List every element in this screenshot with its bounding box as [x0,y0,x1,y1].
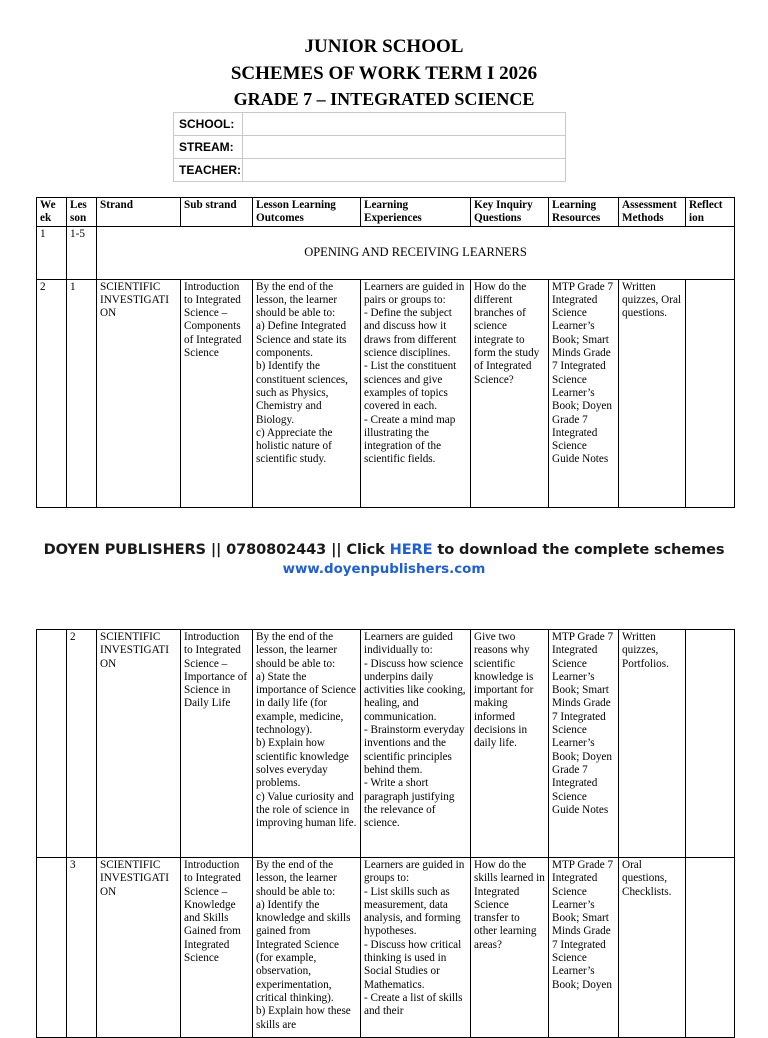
week-cell [37,630,67,858]
school-label: SCHOOL: [174,113,243,136]
col-resources-header: Learning Resources [549,198,619,227]
assessment-cell: Oral questions, Checklists. [619,858,686,1038]
experiences-cell: Learners are guided individually to: - Discuss how science underpins daily activities like cooking, healing, and communication. - Brainstorm everyday inventions and the scientific principles behind them. - Write a short paragraph justifying the relevance of science. [361,630,471,858]
questions-cell: How do the different branches of science integrate to form the study of Integrated Science? [471,279,549,507]
reflection-cell [686,858,735,1038]
outcomes-cell: By the end of the lesson, the learner should be able to: a) State the importance of Science in daily life (for example, medicine, technology). b) Explain how scientific knowledge solves everyday problems. c) Value curiosity and the role of science in improving human life. [253,630,361,858]
col-reflection-header: Reflect ion [686,198,735,227]
school-field[interactable] [243,113,566,136]
resources-cell: MTP Grade 7 Integrated Science Learner’s Book; Smart Minds Grade 7 Integrated Science Learner’s Book; Doyen [549,858,619,1038]
substrand-cell: Introduction to Integrated Science – Knowledge and Skills Gained from Integrated Science [181,858,253,1038]
publisher-banner [0,541,768,558]
opening-text: OPENING AND RECEIVING LEARNERS [97,226,735,279]
reflection-cell [686,630,735,858]
experiences-cell: Learners are guided in pairs or groups to: - Define the subject and discuss how it draws from different science disciplines. - List the constituent sciences and give examples of topics covered in each. - Create a mind map illustrating the integration of the scientific fields. [361,279,471,507]
col-strand-header: Strand [97,198,181,227]
schemes-title: SCHEMES OF WORK TERM I 2026 [230,63,538,84]
stream-field[interactable] [243,136,566,159]
banner-text-start: DOYEN PUBLISHERS || 0780802443 || Click [43,541,390,558]
experiences-cell: Learners are guided in groups to: - List skills such as measurement, data analysis, and forming hypotheses. - Discuss how critical thinking is used in Social Studies or Mathematics. - Create a list of skills and their [361,858,471,1038]
questions-cell: Give two reasons why scientific knowledge is important for making informed decisions in daily life. [471,630,549,858]
teacher-label: TEACHER: [174,159,243,182]
strand-cell: SCIENTIFIC INVESTIGATI ON [97,279,181,507]
col-assessment-header: Assessment Methods [619,198,686,227]
opening-lesson: 1-5 [67,226,97,279]
substrand-cell: Introduction to Integrated Science – Components of Integrated Science [181,279,253,507]
col-questions-header: Key Inquiry Questions [471,198,549,227]
table-row [37,858,735,1038]
publisher-website-link[interactable]: www.doyenpublishers.com [282,562,486,577]
stream-label: STREAM: [174,136,243,159]
assessment-cell: Written quizzes, Oral questions. [619,279,686,507]
schedule-table-top [36,197,735,508]
assessment-cell: Written quizzes, Portfolios. [619,630,686,858]
reflection-cell [686,279,735,507]
lesson-cell: 3 [67,858,97,1038]
resources-cell: MTP Grade 7 Integrated Science Learner’s Book; Smart Minds Grade 7 Integrated Science Learner’s Book; Doyen Grade 7 Integrated Science Guide Notes [549,630,619,858]
school-title: JUNIOR SCHOOL [304,36,464,57]
download-here-link[interactable]: HERE [389,541,433,558]
col-substrand-header: Sub strand [181,198,253,227]
week-cell: 2 [37,279,67,507]
opening-week: 1 [37,226,67,279]
banner-text-end: to download the complete schemes [432,541,725,558]
schedule-table-bottom [36,629,735,1038]
teacher-field[interactable] [243,159,566,182]
lesson-cell: 2 [67,630,97,858]
info-table [173,112,566,182]
col-week-header: We ek [37,198,67,227]
resources-cell: MTP Grade 7 Integrated Science Learner’s Book; Smart Minds Grade 7 Integrated Science Learner’s Book; Doyen Grade 7 Integrated Science Guide Notes [549,279,619,507]
table-row [37,279,735,507]
lesson-cell: 1 [67,279,97,507]
week-cell [37,858,67,1038]
col-lesson-header: Les son [67,198,97,227]
col-outcomes-header: Lesson Learning Outcomes [253,198,361,227]
opening-row [37,226,735,279]
outcomes-cell: By the end of the lesson, the learner should be able to: a) Identify the knowledge and skills gained from Integrated Science (for example, observation, experimentation, critical thinking). b) Explain how these skills are [253,858,361,1038]
substrand-cell: Introduction to Integrated Science – Importance of Science in Daily Life [181,630,253,858]
table-row [37,630,735,858]
questions-cell: How do the skills learned in Integrated Science transfer to other learning areas? [471,858,549,1038]
col-experiences-header: Learning Experiences [361,198,471,227]
outcomes-cell: By the end of the lesson, the learner should be able to: a) Define Integrated Science and state its components. b) Identify the constituent sciences, such as Physics, Chemistry and Biology. c) Appreciate the holistic nature of scientific study. [253,279,361,507]
strand-cell: SCIENTIFIC INVESTIGATI ON [97,858,181,1038]
subject-title: GRADE 7 – INTEGRATED SCIENCE [233,89,535,109]
strand-cell: SCIENTIFIC INVESTIGATI ON [97,630,181,858]
